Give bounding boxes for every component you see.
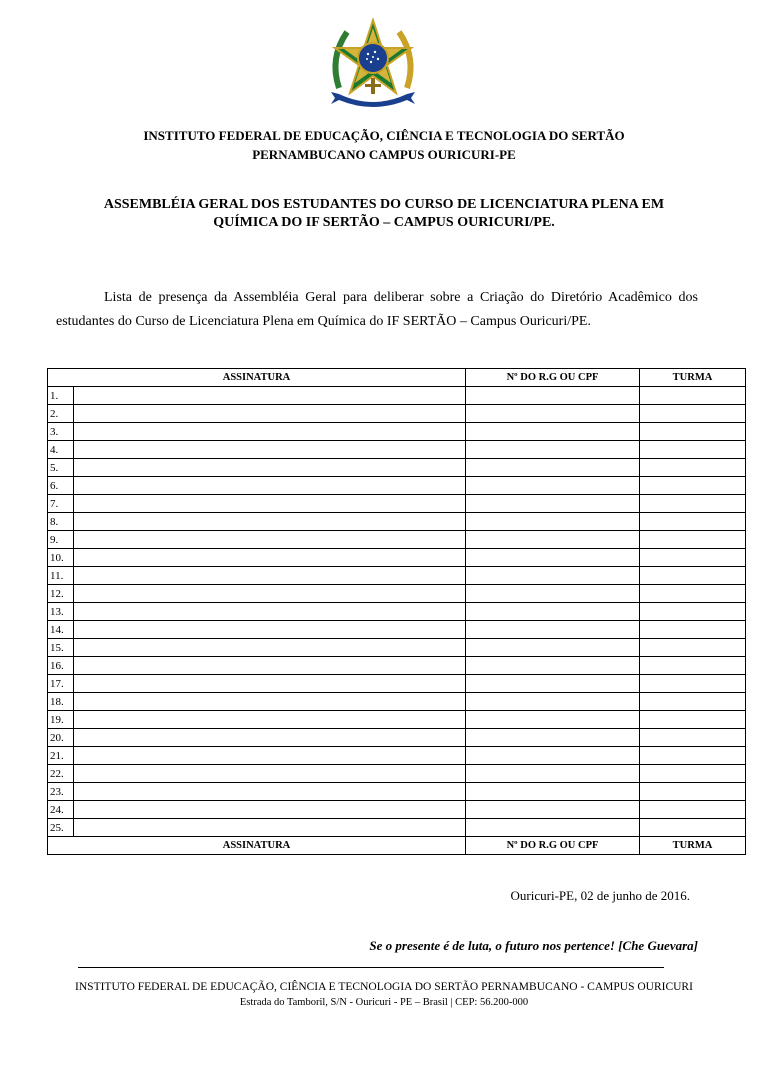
header-id: Nº DO R.G OU CPF bbox=[466, 369, 640, 387]
signature-cell[interactable] bbox=[74, 387, 466, 405]
table-row bbox=[48, 765, 746, 783]
row-number: 11. bbox=[48, 567, 74, 585]
id-cell[interactable] bbox=[466, 549, 640, 567]
quote: Se o presente é de luta, o futuro nos pertence! [Che Guevara] bbox=[369, 938, 698, 953]
signature-cell[interactable] bbox=[74, 405, 466, 423]
class-cell[interactable] bbox=[640, 819, 746, 837]
footer-line-1: INSTITUTO FEDERAL DE EDUCAÇÃO, CIÊNCIA E TECNOLOGIA DO SERTÃO PERNAMBUCANO - CAMPUS OURICURI bbox=[75, 981, 693, 993]
class-cell[interactable] bbox=[640, 657, 746, 675]
class-cell[interactable] bbox=[640, 693, 746, 711]
class-cell[interactable] bbox=[640, 459, 746, 477]
signature-cell[interactable] bbox=[74, 657, 466, 675]
row-number: 19. bbox=[48, 711, 74, 729]
signature-cell[interactable] bbox=[74, 621, 466, 639]
row-number: 12. bbox=[48, 585, 74, 603]
footer-signature: ASSINATURA bbox=[48, 837, 466, 855]
row-number: 14. bbox=[48, 621, 74, 639]
class-cell[interactable] bbox=[640, 585, 746, 603]
row-number: 20. bbox=[48, 729, 74, 747]
signature-cell[interactable] bbox=[74, 441, 466, 459]
row-number: 6. bbox=[48, 477, 74, 495]
table-row bbox=[48, 441, 746, 459]
signature-cell[interactable] bbox=[74, 459, 466, 477]
intro-text: Lista de presença da Assembléia Geral para deliberar sobre a Criação do Diretório Acadêmico dos estudantes do Curso de Licenciatura Plena em Química do IF SERTÃO – Campus Ouricuri/PE. bbox=[56, 290, 698, 329]
class-cell[interactable] bbox=[640, 567, 746, 585]
id-cell[interactable] bbox=[466, 603, 640, 621]
signature-cell[interactable] bbox=[74, 603, 466, 621]
row-number: 10. bbox=[48, 549, 74, 567]
id-cell[interactable] bbox=[466, 765, 640, 783]
signature-cell[interactable] bbox=[74, 513, 466, 531]
id-cell[interactable] bbox=[466, 387, 640, 405]
table-row bbox=[48, 783, 746, 801]
signature-cell[interactable] bbox=[74, 423, 466, 441]
table-row bbox=[48, 567, 746, 585]
id-cell[interactable] bbox=[466, 513, 640, 531]
id-cell[interactable] bbox=[466, 423, 640, 441]
id-cell[interactable] bbox=[466, 639, 640, 657]
row-number: 2. bbox=[48, 405, 74, 423]
table-row bbox=[48, 657, 746, 675]
table-row bbox=[48, 513, 746, 531]
id-cell[interactable] bbox=[466, 675, 640, 693]
id-cell[interactable] bbox=[466, 729, 640, 747]
id-cell[interactable] bbox=[466, 783, 640, 801]
id-cell[interactable] bbox=[466, 621, 640, 639]
id-cell[interactable] bbox=[466, 747, 640, 765]
institution-line-2: PERNAMBUCANO CAMPUS OURICURI-PE bbox=[252, 147, 516, 162]
table-row bbox=[48, 819, 746, 837]
signature-cell[interactable] bbox=[74, 747, 466, 765]
table-row bbox=[48, 639, 746, 657]
table-row bbox=[48, 585, 746, 603]
class-cell[interactable] bbox=[640, 711, 746, 729]
class-cell[interactable] bbox=[640, 513, 746, 531]
class-cell[interactable] bbox=[640, 405, 746, 423]
class-cell[interactable] bbox=[640, 801, 746, 819]
row-number: 3. bbox=[48, 423, 74, 441]
attendance-table bbox=[47, 368, 746, 855]
id-cell[interactable] bbox=[466, 585, 640, 603]
signature-cell[interactable] bbox=[74, 585, 466, 603]
signature-cell[interactable] bbox=[74, 477, 466, 495]
signature-cell[interactable] bbox=[74, 693, 466, 711]
row-number: 5. bbox=[48, 459, 74, 477]
signature-cell[interactable] bbox=[74, 783, 466, 801]
header-signature: ASSINATURA bbox=[48, 369, 466, 387]
table-row bbox=[48, 423, 746, 441]
table-row bbox=[48, 729, 746, 747]
date-line: Ouricuri-PE, 02 de junho de 2016. bbox=[510, 888, 690, 903]
table-row bbox=[48, 531, 746, 549]
signature-cell[interactable] bbox=[74, 495, 466, 513]
class-cell[interactable] bbox=[640, 621, 746, 639]
class-cell[interactable] bbox=[640, 495, 746, 513]
title-line-1: ASSEMBLÉIA GERAL DOS ESTUDANTES DO CURSO DE LICENCIATURA PLENA EM bbox=[103, 197, 665, 212]
row-number: 16. bbox=[48, 657, 74, 675]
signature-cell[interactable] bbox=[74, 531, 466, 549]
table-row bbox=[48, 405, 746, 423]
id-cell[interactable] bbox=[466, 567, 640, 585]
table-footer-row bbox=[48, 837, 746, 855]
row-number: 13. bbox=[48, 603, 74, 621]
signature-cell[interactable] bbox=[74, 729, 466, 747]
id-cell[interactable] bbox=[466, 693, 640, 711]
title-line-2: QUÍMICA DO IF SERTÃO – CAMPUS OURICURI/PE. bbox=[213, 215, 555, 230]
institution-line-1: INSTITUTO FEDERAL DE EDUCAÇÃO, CIÊNCIA E TECNOLOGIA DO SERTÃO bbox=[143, 128, 625, 143]
signature-cell[interactable] bbox=[74, 675, 466, 693]
id-cell[interactable] bbox=[466, 477, 640, 495]
row-number: 8. bbox=[48, 513, 74, 531]
class-cell[interactable] bbox=[640, 387, 746, 405]
id-cell[interactable] bbox=[466, 405, 640, 423]
row-number: 18. bbox=[48, 693, 74, 711]
brazil-coat-of-arms-emblem bbox=[325, 18, 421, 110]
signature-cell[interactable] bbox=[74, 765, 466, 783]
footer-line-2: Estrada do Tamboril, S/N - Ouricuri - PE – Brasil | CEP: 56.200-000 bbox=[239, 997, 529, 1008]
row-number: 24. bbox=[48, 801, 74, 819]
row-number: 23. bbox=[48, 783, 74, 801]
signature-cell[interactable] bbox=[74, 819, 466, 837]
document-title bbox=[0, 196, 768, 232]
table-row bbox=[48, 495, 746, 513]
intro-paragraph bbox=[56, 286, 698, 334]
signature-cell[interactable] bbox=[74, 549, 466, 567]
row-number: 22. bbox=[48, 765, 74, 783]
row-number: 9. bbox=[48, 531, 74, 549]
row-number: 7. bbox=[48, 495, 74, 513]
id-cell[interactable] bbox=[466, 711, 640, 729]
signature-cell[interactable] bbox=[74, 801, 466, 819]
class-cell[interactable] bbox=[640, 729, 746, 747]
signature-cell[interactable] bbox=[74, 567, 466, 585]
class-cell[interactable] bbox=[640, 441, 746, 459]
class-cell[interactable] bbox=[640, 783, 746, 801]
footer-class: TURMA bbox=[640, 837, 746, 855]
row-number: 17. bbox=[48, 675, 74, 693]
footer-id: Nº DO R.G OU CPF bbox=[466, 837, 640, 855]
table-row bbox=[48, 675, 746, 693]
class-cell[interactable] bbox=[640, 675, 746, 693]
table-row bbox=[48, 693, 746, 711]
table-header-row bbox=[48, 369, 746, 387]
footer-divider bbox=[78, 967, 664, 968]
class-cell[interactable] bbox=[640, 477, 746, 495]
class-cell[interactable] bbox=[640, 603, 746, 621]
table-row bbox=[48, 711, 746, 729]
class-cell[interactable] bbox=[640, 639, 746, 657]
id-cell[interactable] bbox=[466, 801, 640, 819]
class-cell[interactable] bbox=[640, 423, 746, 441]
table-row bbox=[48, 459, 746, 477]
table-row bbox=[48, 801, 746, 819]
row-number: 4. bbox=[48, 441, 74, 459]
table-row bbox=[48, 387, 746, 405]
id-cell[interactable] bbox=[466, 531, 640, 549]
id-cell[interactable] bbox=[466, 459, 640, 477]
row-number: 25. bbox=[48, 819, 74, 837]
table-row bbox=[48, 477, 746, 495]
table-row bbox=[48, 549, 746, 567]
page-footer bbox=[0, 980, 768, 1010]
signature-cell[interactable] bbox=[74, 711, 466, 729]
class-cell[interactable] bbox=[640, 765, 746, 783]
id-cell[interactable] bbox=[466, 441, 640, 459]
table-row bbox=[48, 747, 746, 765]
table-row bbox=[48, 621, 746, 639]
table-row bbox=[48, 603, 746, 621]
id-cell[interactable] bbox=[466, 495, 640, 513]
row-number: 21. bbox=[48, 747, 74, 765]
class-cell[interactable] bbox=[640, 747, 746, 765]
id-cell[interactable] bbox=[466, 657, 640, 675]
class-cell[interactable] bbox=[640, 549, 746, 567]
row-number: 15. bbox=[48, 639, 74, 657]
class-cell[interactable] bbox=[640, 531, 746, 549]
header-class: TURMA bbox=[640, 369, 746, 387]
signature-cell[interactable] bbox=[74, 639, 466, 657]
row-number: 1. bbox=[48, 387, 74, 405]
institution-header bbox=[0, 126, 768, 164]
id-cell[interactable] bbox=[466, 819, 640, 837]
